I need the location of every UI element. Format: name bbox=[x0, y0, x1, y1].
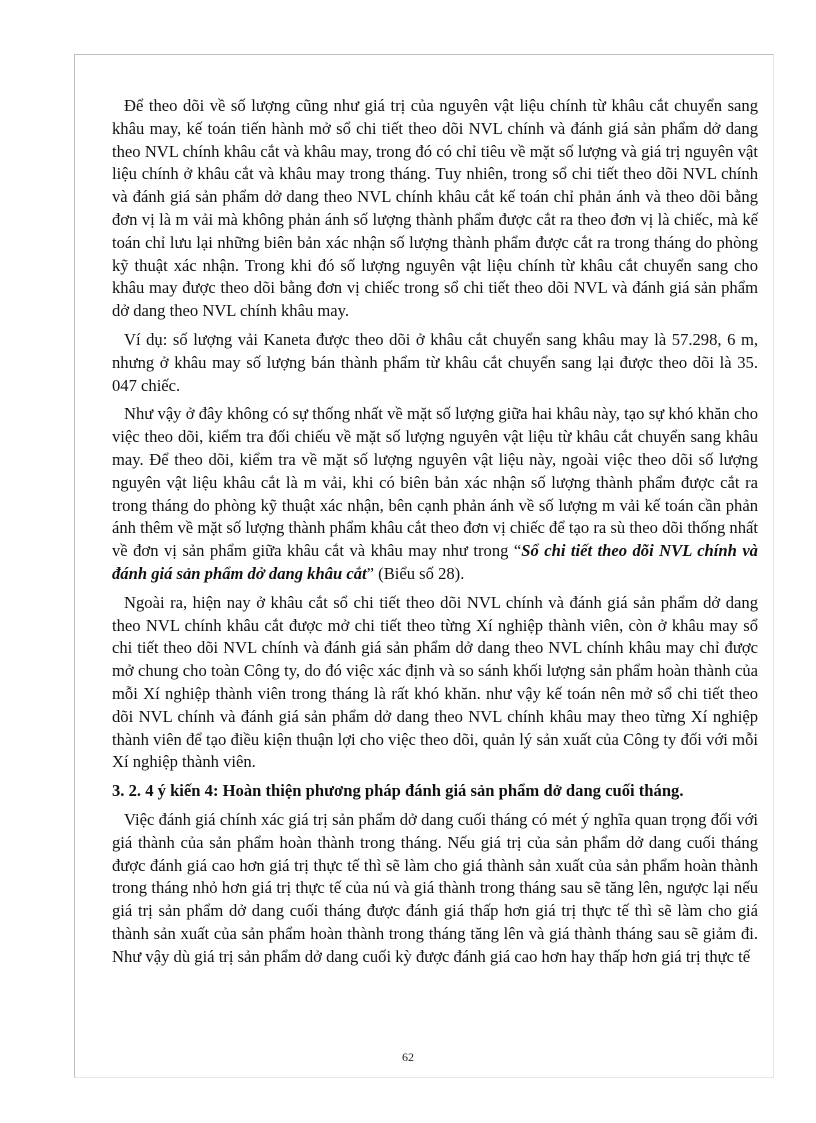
paragraph-5: Việc đánh giá chính xác giá trị sản phẩm dở dang cuối tháng có mét ý nghĩa quan trọng đối với giá thành của sản phẩm hoàn thành trong tháng. Nếu giá trị của sản phẩm dở dang cuối tháng được đánh giá cao hơn giá trị thực tế thì sẽ làm cho giá thành sản xuất của sản phẩm hoàn thành trong tháng nhỏ hơn giá trị thực tế của nú và giá thành trong tháng sau sẽ tăng lên, ngược lại nếu giá trị sản phẩm dở dang cuối tháng được đánh giá thấp hơn giá trị thực tế thì sẽ làm cho giá thành sản xuất của sản phẩm hoàn thành trong tháng tăng lên và giá thành tháng sau sẽ giảm đi. Như vậy dù giá trị sản phẩm dở dang cuối kỳ được đánh giá cao hơn hay thấp hơn giá trị thực tế bbox=[112, 809, 758, 966]
ledger-title-emphasis: Sổ chi tiết theo dõi NVL chính và đánh giá sản phẩm dở dang khâu cắt bbox=[112, 541, 758, 583]
section-heading: 3. 2. 4 ý kiến 4: Hoàn thiện phương pháp đánh giá sản phẩm dở dang cuối tháng. bbox=[112, 781, 684, 801]
paragraph-3-tail: ” (Biểu số 28). bbox=[366, 563, 465, 583]
paragraph-3 bbox=[112, 403, 758, 585]
paragraph-3-text: Như vậy ở đây không có sự thống nhất về mặt số lượng giữa hai khâu này, tạo sự khó khăn cho việc theo dõi, kiểm tra đối chiếu về mặt số lượng nguyên vật liệu từ khâu cắt chuyển sang khâu may. Để theo dõi, kiểm tra về mặt số lượng nguyên vật liệu này, ngoài việc theo dõi số lượng nguyên vật liệu khâu cắt là m vải, khi có biên bản xác nhận số lượng thành phẩm được cắt ra trong tháng do phòng kỹ thuật xác nhận, bên cạnh phản ánh về số lượng m vải kế toán cần phản ánh thêm về mặt số lượng thành phẩm khâu cắt theo đơn vị chiếc để tạo ra sù theo dõi thống nhất về đơn vị sản phẩm giữa khâu cắt và khâu may như trong “ bbox=[112, 404, 758, 561]
paragraph-4: Ngoài ra, hiện nay ở khâu cắt sổ chi tiết theo dõi NVL chính và đánh giá sản phẩm dở dang theo NVL chính khâu cắt được mở chi tiết theo từng Xí nghiệp thành viên, còn ở khâu may sổ chi tiết theo dõi NVL chính và đánh giá sản phẩm dở dang theo NVL chính khâu may chỉ được mở chung cho toàn Công ty, do đó việc xác định và so sánh khối lượng sản phẩm hoàn thành của mỗi Xí nghiệp thành viên trong tháng là rất khó khăn. như vậy kế toán nên mở sổ chi tiết theo dõi NVL chính và đánh giá sản phẩm dở dang theo NVL chính khâu may theo từng Xí nghiệp thành viên để tạo điều kiện thuận lợi cho việc theo dõi, quản lý sản xuất của Công ty đối với mỗi Xí nghiệp thành viên. bbox=[112, 592, 758, 772]
page-number: 62 bbox=[402, 1050, 414, 1064]
paragraph-1: Để theo dõi về số lượng cũng như giá trị của nguyên vật liệu chính từ khâu cắt chuyển sang khâu may, kế toán tiến hành mở sổ chi tiết theo dõi NVL chính và đánh giá sản phẩm dở dang theo NVL chính khâu cắt và khâu may, trong đó có chỉ tiêu về mặt số lượng và giá trị nguyên vật liệu chính ở khâu cắt và khâu may trong tháng. Tuy nhiên, trong sổ chi tiết theo dõi NVL chính và đánh giá sản phẩm dở dang theo NVL chính khâu cắt kế toán chỉ phản ánh và theo dõi bằng đơn vị là m vải mà không phản ánh số lượng thành phẩm được cắt ra theo đơn vị là chiếc, mà kế toán chỉ lưu lại những biên bản xác nhận số lượng thành phẩm được cắt ra trong tháng do phòng kỹ thuật xác nhận. Trong khi đó số lượng nguyên vật liệu chính từ khâu cắt chuyển sang cho khâu may được theo dõi bằng đơn vị chiếc trong sổ chi tiết theo dõi NVL và đánh giá sản phẩm dở dang theo NVL chính khâu may. bbox=[112, 96, 758, 321]
paragraph-2: Ví dụ: số lượng vải Kaneta được theo dõi ở khâu cắt chuyển sang khâu may là 57.298, 6 m, nhưng ở khâu may số lượng bán thành phẩm từ khâu cắt chuyển sang lại được theo dõi là 35. 047 chiếc. bbox=[112, 329, 758, 395]
document-body bbox=[112, 95, 758, 974]
